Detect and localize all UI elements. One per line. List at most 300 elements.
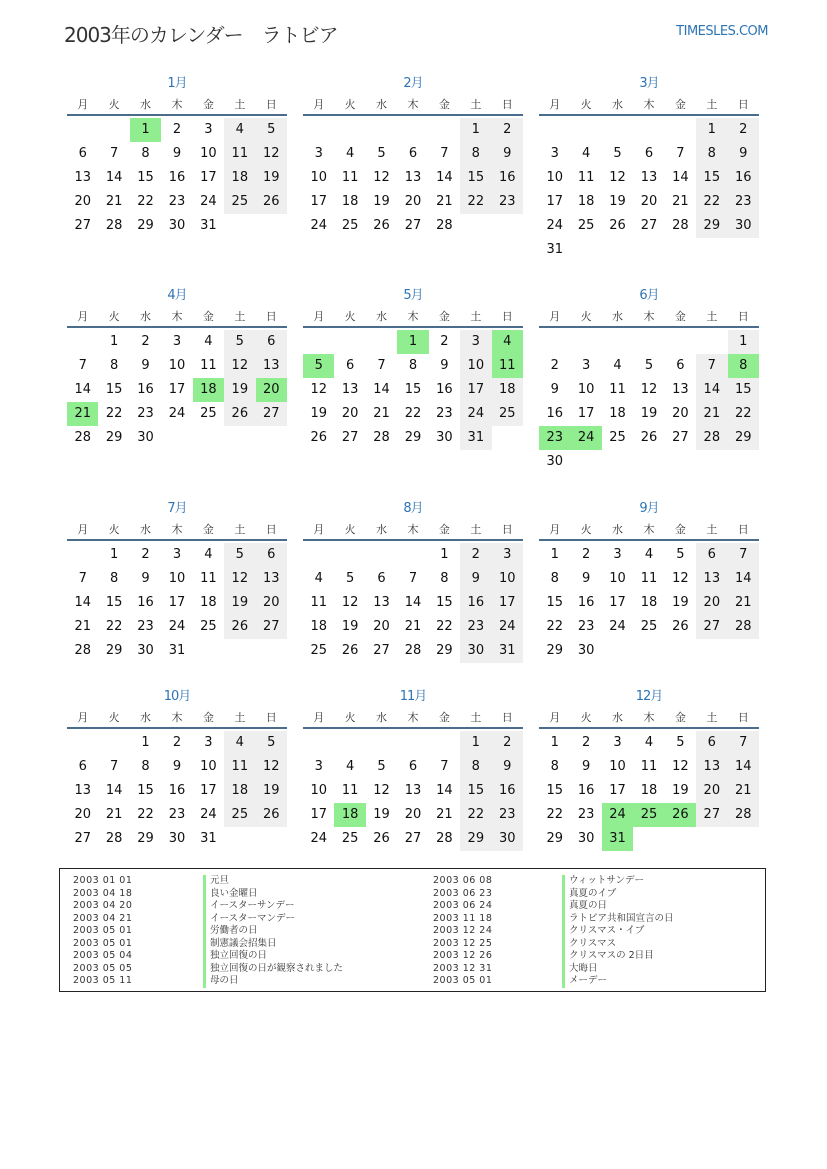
weekday-label: 金 (438, 523, 450, 536)
day-cell: 22 (728, 402, 759, 426)
day-cell: 25 (341, 218, 359, 233)
day-cell: 9 (440, 358, 449, 373)
day-cell: 16 (436, 382, 453, 397)
weekday-label: 金 (438, 310, 450, 323)
empty-cell (397, 543, 428, 567)
holiday-date: 2003 12 24 (433, 925, 493, 936)
day-cell: 22 (546, 807, 563, 822)
day-cell: 18 (492, 378, 523, 402)
day-cell: 10 (200, 759, 217, 774)
day-cell: 4 (345, 759, 355, 774)
month-block (303, 499, 523, 663)
month-block (67, 286, 287, 450)
month-name: 2月 (403, 76, 423, 91)
day-cell: 8 (408, 358, 418, 373)
day-cell: 27 (74, 831, 91, 846)
day-cell: 17 (577, 406, 595, 421)
day-cell: 22 (460, 803, 491, 827)
day-cell: 13 (341, 382, 359, 397)
weekday-label: 火 (580, 98, 592, 111)
day-cell: 23 (728, 190, 759, 214)
holiday-day-cell: 24 (570, 426, 601, 450)
day-cell: 5 (613, 146, 622, 161)
weekday-label: 日 (501, 523, 513, 536)
weekday-label: 日 (265, 310, 277, 323)
day-cell: 23 (137, 619, 154, 634)
day-cell: 23 (460, 615, 491, 639)
day-cell: 10 (609, 759, 626, 774)
day-cell: 30 (460, 639, 491, 663)
day-cell: 21 (404, 619, 422, 634)
empty-cell (665, 330, 696, 354)
weekday-label: 日 (265, 98, 277, 111)
day-cell: 13 (404, 170, 422, 185)
day-cell: 24 (200, 807, 217, 822)
weekday-label: 木 (171, 523, 183, 536)
day-cell: 14 (404, 595, 422, 610)
day-cell: 24 (310, 831, 327, 846)
holiday-day-cell: 11 (492, 354, 523, 378)
day-cell: 12 (310, 382, 327, 397)
weekday-header (67, 94, 287, 116)
day-cell: 17 (168, 595, 186, 610)
month-block (539, 499, 759, 663)
empty-cell (429, 118, 460, 142)
day-cell: 8 (550, 759, 559, 774)
day-cell: 19 (640, 406, 658, 421)
day-cell: 2 (141, 547, 150, 562)
day-cell: 7 (377, 358, 386, 373)
empty-cell (397, 118, 428, 142)
day-cell: 19 (310, 406, 327, 421)
day-grid (303, 543, 523, 663)
day-cell: 28 (436, 218, 453, 233)
day-cell: 28 (373, 430, 390, 445)
day-cell: 21 (728, 779, 759, 803)
day-cell: 7 (728, 731, 759, 755)
weekday-label: 土 (706, 310, 718, 323)
day-cell: 19 (373, 807, 390, 822)
day-cell: 6 (377, 571, 386, 586)
day-cell: 19 (256, 779, 287, 803)
day-cell: 30 (168, 218, 186, 233)
day-cell: 27 (74, 218, 91, 233)
holiday-date: 2003 01 01 (73, 875, 133, 886)
weekday-label: 金 (202, 310, 214, 323)
holiday-name: ラトビア共和国宣言の日 (562, 913, 674, 926)
holiday-date: 2003 06 08 (433, 875, 493, 886)
weekday-label: 火 (108, 98, 120, 111)
weekday-label: 土 (234, 98, 246, 111)
day-cell: 25 (200, 619, 217, 634)
day-cell: 21 (105, 194, 123, 209)
day-cell: 6 (408, 759, 418, 774)
weekday-label: 木 (407, 523, 419, 536)
day-cell: 30 (577, 643, 595, 658)
weekday-label: 金 (438, 98, 450, 111)
holiday-name: 真夏の日 (562, 900, 607, 913)
day-grid (67, 330, 287, 450)
day-cell: 9 (141, 571, 150, 586)
day-cell: 24 (546, 218, 563, 233)
day-cell: 29 (696, 214, 727, 238)
holiday-day-cell: 25 (633, 803, 664, 827)
day-cell: 16 (492, 779, 523, 803)
day-cell: 28 (74, 643, 91, 658)
day-cell: 24 (460, 402, 491, 426)
day-cell: 2 (492, 118, 523, 142)
day-cell: 30 (546, 454, 563, 469)
day-cell: 22 (137, 807, 154, 822)
day-cell: 27 (256, 615, 287, 639)
empty-cell (665, 118, 696, 142)
day-cell: 10 (609, 571, 626, 586)
weekday-label: 日 (265, 711, 277, 724)
day-cell: 17 (492, 591, 523, 615)
weekday-label: 金 (674, 523, 686, 536)
holiday-date: 2003 12 25 (433, 937, 493, 949)
day-cell: 11 (200, 358, 217, 373)
weekday-label: 火 (580, 523, 592, 536)
day-cell: 19 (224, 378, 255, 402)
day-cell: 22 (404, 406, 422, 421)
empty-cell (67, 543, 98, 567)
weekday-label: 日 (737, 711, 749, 724)
day-cell: 22 (105, 619, 123, 634)
day-cell: 23 (577, 807, 595, 822)
weekday-label: 日 (501, 98, 513, 111)
day-cell: 12 (672, 759, 689, 774)
weekday-label: 土 (706, 98, 718, 111)
day-cell: 15 (696, 166, 727, 190)
day-cell: 25 (341, 831, 359, 846)
day-cell: 8 (696, 142, 727, 166)
day-cell: 15 (546, 783, 563, 798)
day-cell: 25 (492, 402, 523, 426)
day-cell: 21 (105, 807, 123, 822)
day-cell: 1 (141, 735, 150, 750)
day-cell: 1 (550, 547, 559, 562)
holiday-name: 大晦日 (562, 963, 598, 976)
day-cell: 28 (728, 615, 759, 639)
weekday-label: 金 (202, 98, 214, 111)
day-cell: 6 (644, 146, 654, 161)
weekday-header (539, 519, 759, 541)
day-cell: 15 (460, 166, 491, 190)
day-cell: 20 (672, 406, 689, 421)
site-logo[interactable]: TIMESLES.COM (676, 24, 768, 39)
day-cell: 19 (224, 591, 255, 615)
weekday-label: 木 (171, 98, 183, 111)
day-cell: 3 (204, 735, 213, 750)
day-cell: 18 (200, 595, 217, 610)
holiday-day-cell: 21 (67, 402, 98, 426)
day-cell: 27 (256, 402, 287, 426)
day-cell: 16 (728, 166, 759, 190)
day-cell: 9 (728, 142, 759, 166)
day-cell: 6 (78, 146, 87, 161)
day-cell: 12 (256, 755, 287, 779)
weekday-header (303, 306, 523, 328)
weekday-label: 金 (202, 523, 214, 536)
day-cell: 22 (105, 406, 123, 421)
holiday-date: 2003 05 04 (73, 950, 133, 961)
day-cell: 29 (105, 430, 123, 445)
day-cell: 18 (640, 595, 658, 610)
month-name: 6月 (639, 288, 659, 303)
day-cell: 20 (256, 591, 287, 615)
holiday-name: 母の日 (203, 975, 239, 988)
day-cell: 6 (345, 358, 355, 373)
empty-cell (334, 330, 365, 354)
day-cell: 25 (577, 218, 595, 233)
weekday-header (303, 94, 523, 116)
weekday-label: 火 (108, 523, 120, 536)
day-cell: 26 (373, 218, 390, 233)
day-grid (303, 731, 523, 851)
holiday-day-cell: 1 (397, 330, 428, 354)
month-name: 3月 (639, 76, 659, 91)
day-cell: 11 (341, 170, 359, 185)
month-name: 10月 (163, 689, 191, 704)
day-cell: 18 (577, 194, 595, 209)
day-cell: 4 (644, 547, 654, 562)
day-cell: 18 (310, 619, 327, 634)
day-cell: 23 (492, 803, 523, 827)
month-block (67, 74, 287, 238)
day-cell: 10 (200, 146, 217, 161)
day-cell: 27 (404, 831, 422, 846)
day-cell: 26 (224, 402, 255, 426)
day-cell: 27 (672, 430, 689, 445)
empty-cell (98, 118, 129, 142)
day-cell: 8 (460, 142, 491, 166)
day-cell: 23 (492, 190, 523, 214)
holiday-day-cell: 5 (303, 354, 334, 378)
weekday-label: 水 (376, 310, 388, 323)
day-cell: 19 (672, 783, 689, 798)
empty-cell (334, 731, 365, 755)
day-cell: 31 (168, 643, 186, 658)
day-cell: 21 (74, 619, 91, 634)
day-cell: 8 (109, 571, 119, 586)
day-cell: 7 (78, 571, 87, 586)
empty-cell (303, 118, 334, 142)
holiday-date: 2003 06 23 (433, 887, 493, 899)
holiday-name: クリスマス (562, 938, 616, 951)
empty-cell (67, 731, 98, 755)
empty-cell (696, 330, 727, 354)
day-cell: 1 (440, 547, 449, 562)
day-cell: 9 (172, 146, 182, 161)
day-cell: 12 (373, 170, 390, 185)
day-grid (303, 330, 523, 450)
day-cell: 16 (137, 382, 154, 397)
day-cell: 31 (492, 639, 523, 663)
weekday-label: 月 (313, 711, 325, 724)
day-cell: 21 (728, 591, 759, 615)
day-cell: 8 (550, 571, 559, 586)
day-cell: 3 (204, 122, 213, 137)
day-cell: 16 (460, 591, 491, 615)
weekday-label: 月 (77, 98, 89, 111)
holiday-date: 2003 04 21 (73, 912, 133, 924)
weekday-label: 月 (77, 310, 89, 323)
day-cell: 20 (404, 194, 422, 209)
day-cell: 11 (224, 755, 255, 779)
day-cell: 12 (609, 170, 626, 185)
day-cell: 18 (640, 783, 658, 798)
empty-cell (303, 731, 334, 755)
day-cell: 9 (460, 567, 491, 591)
day-cell: 7 (676, 146, 685, 161)
holiday-date: 2003 06 24 (433, 900, 493, 911)
day-cell: 1 (109, 547, 119, 562)
holiday-name: 独立回復の日 (203, 950, 267, 963)
day-cell: 11 (200, 571, 217, 586)
month-name: 1月 (167, 76, 187, 91)
day-cell: 2 (172, 735, 182, 750)
weekday-label: 月 (77, 711, 89, 724)
holiday-day-cell: 4 (492, 330, 523, 354)
day-cell: 8 (141, 759, 150, 774)
day-cell: 3 (613, 735, 622, 750)
day-cell: 6 (256, 543, 287, 567)
day-cell: 20 (373, 619, 390, 634)
holiday-date: 2003 04 20 (73, 900, 133, 911)
holiday-name: 元旦 (203, 875, 229, 888)
day-cell: 16 (168, 170, 186, 185)
day-cell: 23 (168, 807, 186, 822)
empty-cell (366, 543, 397, 567)
day-cell: 16 (492, 166, 523, 190)
day-cell: 30 (728, 214, 759, 238)
weekday-label: 日 (265, 523, 277, 536)
weekday-label: 火 (580, 310, 592, 323)
day-cell: 24 (168, 406, 186, 421)
day-grid (539, 330, 759, 474)
weekday-label: 木 (407, 310, 419, 323)
day-grid (539, 118, 759, 262)
holiday-day-cell: 20 (256, 378, 287, 402)
day-cell: 26 (310, 430, 327, 445)
day-cell: 29 (137, 831, 154, 846)
day-cell: 14 (728, 567, 759, 591)
day-cell: 5 (224, 330, 255, 354)
holiday-date: 2003 04 18 (73, 887, 133, 899)
holiday-name: 良い金曜日 (203, 888, 258, 901)
day-cell: 22 (137, 194, 154, 209)
day-cell: 2 (728, 118, 759, 142)
day-cell: 10 (577, 382, 595, 397)
month-block (303, 687, 523, 851)
weekday-label: 月 (313, 310, 325, 323)
day-cell: 12 (672, 571, 689, 586)
weekday-label: 土 (470, 711, 482, 724)
day-grid (67, 543, 287, 663)
day-cell: 24 (200, 194, 217, 209)
day-cell: 3 (550, 146, 559, 161)
day-cell: 4 (314, 571, 323, 586)
day-cell: 14 (436, 783, 453, 798)
day-cell: 7 (728, 543, 759, 567)
day-cell: 6 (256, 330, 287, 354)
day-cell: 10 (168, 571, 186, 586)
holiday-day-cell: 18 (334, 803, 365, 827)
weekday-label: 土 (234, 711, 246, 724)
day-cell: 28 (105, 218, 123, 233)
empty-cell (334, 543, 365, 567)
day-cell: 22 (436, 619, 453, 634)
weekday-label: 木 (643, 310, 655, 323)
day-cell: 2 (460, 543, 491, 567)
day-cell: 20 (74, 194, 91, 209)
day-cell: 2 (550, 358, 559, 373)
empty-cell (539, 118, 570, 142)
day-cell: 31 (546, 242, 563, 257)
day-cell: 5 (345, 571, 355, 586)
empty-cell (570, 118, 601, 142)
day-cell: 27 (696, 615, 727, 639)
day-cell: 23 (168, 194, 186, 209)
day-cell: 3 (314, 146, 323, 161)
weekday-label: 月 (77, 523, 89, 536)
day-cell: 14 (105, 783, 123, 798)
weekday-label: 土 (470, 98, 482, 111)
weekday-label: 土 (234, 310, 246, 323)
day-cell: 28 (105, 831, 123, 846)
month-block (303, 286, 523, 450)
day-cell: 28 (404, 643, 422, 658)
day-cell: 1 (728, 330, 759, 354)
day-cell: 10 (310, 783, 327, 798)
day-cell: 14 (728, 755, 759, 779)
weekday-label: 金 (674, 711, 686, 724)
weekday-label: 金 (674, 98, 686, 111)
day-cell: 20 (341, 406, 359, 421)
day-cell: 9 (581, 759, 591, 774)
holiday-name: イースターサンデー (203, 900, 295, 913)
day-cell: 17 (609, 783, 626, 798)
day-cell: 29 (137, 218, 154, 233)
holiday-day-cell: 26 (665, 803, 696, 827)
weekday-label: 木 (643, 98, 655, 111)
day-cell: 26 (640, 430, 658, 445)
day-cell: 19 (672, 595, 689, 610)
day-cell: 31 (200, 218, 217, 233)
weekday-label: 金 (674, 310, 686, 323)
month-block (539, 286, 759, 474)
day-grid (539, 731, 759, 851)
day-cell: 2 (141, 334, 150, 349)
day-cell: 30 (436, 430, 453, 445)
day-cell: 19 (609, 194, 626, 209)
empty-cell (67, 118, 98, 142)
day-cell: 10 (546, 170, 563, 185)
day-cell: 8 (141, 146, 150, 161)
day-cell: 17 (200, 783, 217, 798)
day-cell: 6 (78, 759, 87, 774)
day-cell: 17 (200, 170, 217, 185)
day-cell: 15 (546, 595, 563, 610)
day-cell: 19 (256, 166, 287, 190)
day-cell: 7 (109, 146, 119, 161)
day-cell: 17 (609, 595, 626, 610)
weekday-header (67, 707, 287, 729)
day-cell: 11 (640, 571, 658, 586)
holiday-name: イースターマンデー (203, 913, 295, 926)
day-cell: 16 (577, 595, 595, 610)
